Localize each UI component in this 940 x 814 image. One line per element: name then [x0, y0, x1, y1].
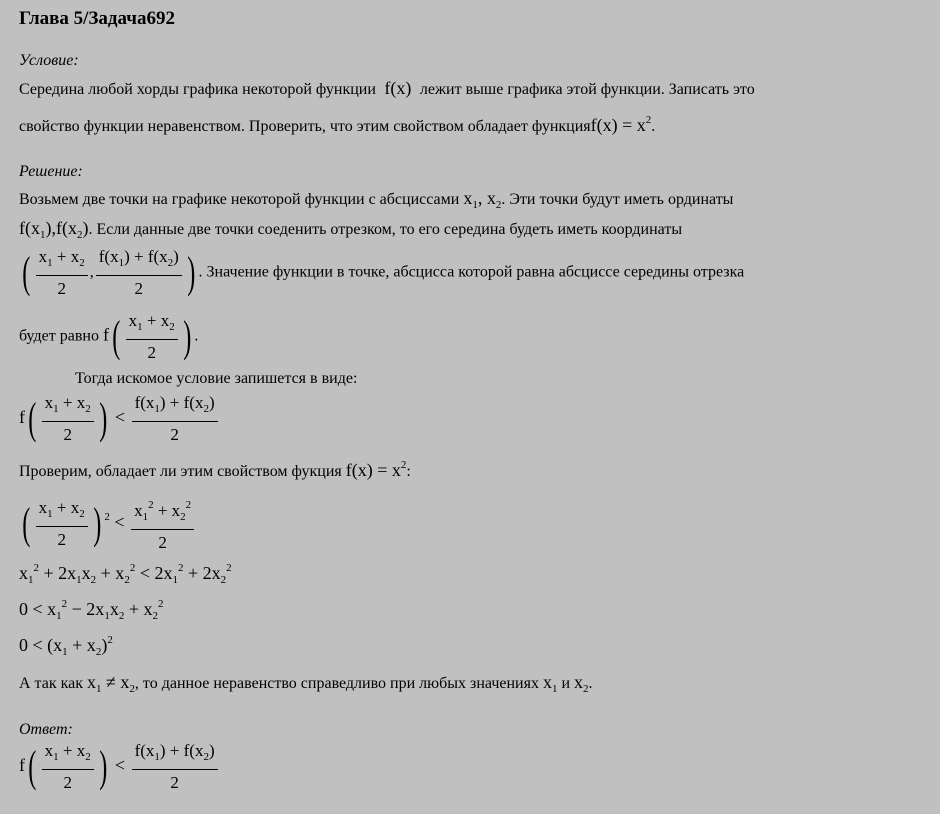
condition-line-1: Середина любой хорды графика некоторой функции f(x) лежит выше графика этой функции. Записать это: [19, 78, 755, 98]
solution-line-5: Тогда искомое условие запишется в виде:: [75, 370, 358, 387]
solution-line-4: будет равно f( $\frac{x_1 + x_2}{2}$ ) .: [19, 311, 199, 362]
solution-line-2: $f(x_1),f(x_2)$. Если данные две точки соеденить отрезком, то его середина будеть иметь координаты: [19, 218, 683, 241]
inequality-square: ( $\frac{x_1 + x_2}{2}$ ) $^2$ < $\frac{x_1^2 + x_2^2}{2}$: [19, 494, 196, 554]
condition-label: Условие:: [19, 52, 79, 69]
answer-inequality: f( $\frac{x_1 + x_2}{2}$ ) < $\frac{f(x_1) + f(x_2)}{2}$: [19, 740, 220, 794]
formula-fx: f(x): [379, 78, 416, 98]
solution-line-7: А так как $x_1 \ne x_2$, то данное неравенство справедливо при любых значениях $x_1$ и $x_2$.: [19, 672, 593, 695]
inequality-difference: $0 < x_1^2 - 2x_1x_2 + x_2^2$: [19, 598, 164, 622]
inequality-jensen: f( $\frac{x_1 + x_2}{2}$ ) < $\frac{f(x_1) + f(x_2)}{2}$: [19, 392, 220, 446]
solution-line-1: Возьмем две точки на графике некоторой функции с абсциссами $x_1$, $x_2$. Эти точки будут иметь ординаты: [19, 188, 734, 211]
formula-fx-x2: $f(x) = x^2$: [590, 114, 652, 135]
formula-x1-x2: $x_1$, $x_2$: [463, 188, 502, 211]
solution-line-6: Проверим, обладает ли этим свойством фукция $f(x) = x^2$:: [19, 459, 411, 480]
solution-label: Решение:: [19, 163, 83, 180]
inequality-expanded: $x_1^2 + 2x_1x_2 + x_2^2 < 2x_1^2 + 2x_2^2$: [19, 562, 232, 586]
page-title: Глава 5/Задача692: [19, 8, 175, 29]
answer-label: Ответ:: [19, 721, 73, 738]
condition-line-2: свойство функции неравенством. Проверить, что этим свойством обладает функцияf(x) = $x^2$.: [19, 114, 656, 135]
solution-line-3: ( $\frac{x_1 + x_2}{2}$ , $\frac{f(x_1) + f(x_2)}{2}$ ) . Значение функции в точке, абсцисса которой равна абсциссе середины отрезка: [22, 247, 745, 298]
inequality-square-form: $0 < (x_1 + x_2)^2$: [19, 634, 113, 658]
formula-fx1-fx2: $f(x_1),f(x_2)$: [19, 218, 89, 241]
